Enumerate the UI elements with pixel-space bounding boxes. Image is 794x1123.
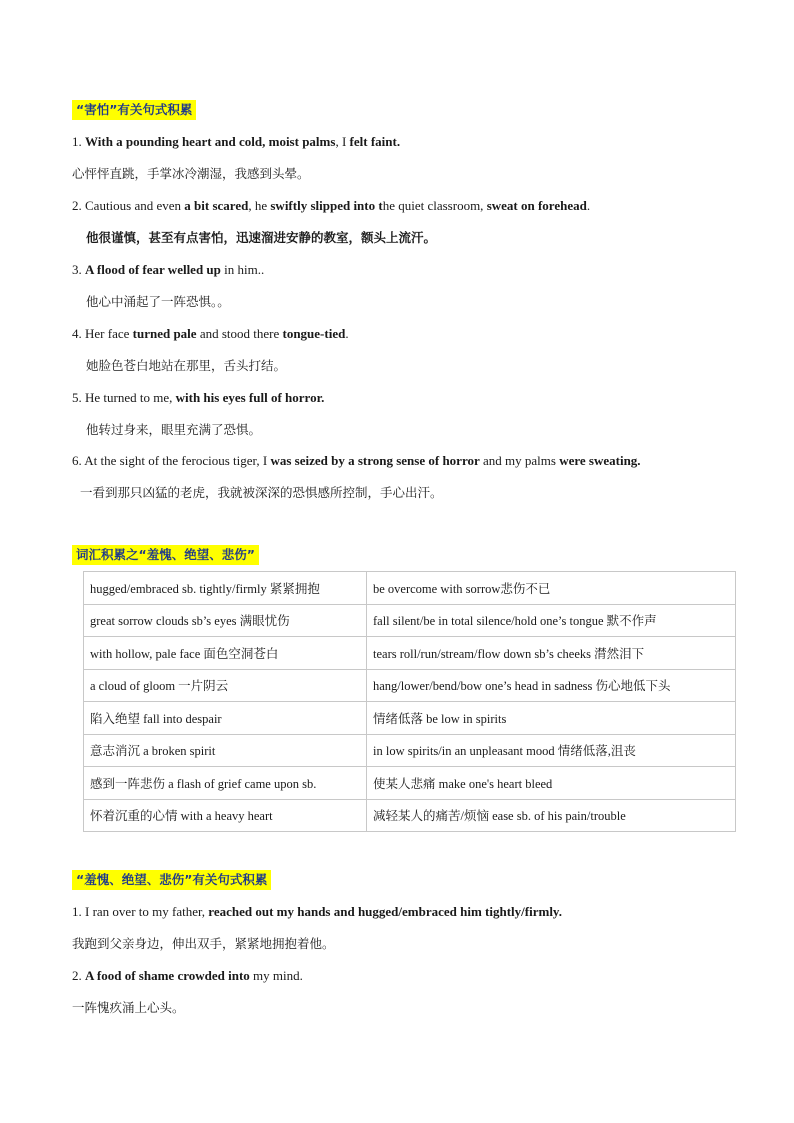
vocab-table <box>83 571 736 832</box>
sentence-zh-2: 他很谨慎，甚至有点害怕，迅速溜进安静的教室，额头上流汗。 <box>86 230 437 245</box>
vocab-cell: 意志消沉 a broken spirit <box>84 734 367 767</box>
vocab-cell: in low spirits/in an unpleasant mood 情绪低落,沮丧 <box>367 734 736 767</box>
vocab-cell: 感到一阵悲伤 a flash of grief came upon sb. <box>84 767 367 800</box>
sentence-en-4: 4. Her face turned pale and stood there tongue-tied. <box>72 326 349 341</box>
vocab-cell: hang/lower/bend/bow one’s head in sadness 伤心地低下头 <box>367 669 736 702</box>
vocab-cell: be overcome with sorrow悲伤不已 <box>367 572 736 605</box>
table-row <box>84 702 736 735</box>
sentence-en-6: 6. At the sight of the ferocious tiger, I was seized by a strong sense of horror and my palms were sweating. <box>72 453 641 468</box>
vocab-cell: a cloud of gloom 一片阴云 <box>84 669 367 702</box>
vocab-cell: with hollow, pale face 面色空洞苍白 <box>84 637 367 670</box>
table-row <box>84 767 736 800</box>
vocab-cell: 陷入绝望 fall into despair <box>84 702 367 735</box>
sentence-en-5: 5. He turned to me, with his eyes full of horror. <box>72 390 325 405</box>
sentence-zh-6: 一看到那只凶猛的老虎，我就被深深的恐惧感所控制，手心出汗。 <box>80 485 443 500</box>
sentence-zh-8: 一阵愧疚涌上心头。 <box>72 1000 185 1015</box>
sentence-en-7: 1. I ran over to my father, reached out my hands and hugged/embraced him tightly/firmly. <box>72 904 562 919</box>
sentence-en-3: 3. A flood of fear welled up in him.. <box>72 262 265 277</box>
vocab-cell: 情绪低落 be low in spirits <box>367 702 736 735</box>
table-row <box>84 669 736 702</box>
table-row <box>84 637 736 670</box>
section-heading-shame: “羞愧、绝望、悲伤”有关句式积累 <box>72 870 271 890</box>
sentence-zh-5: 他转过身来，眼里充满了恐惧。 <box>86 422 262 437</box>
vocab-cell: fall silent/be in total silence/hold one’s tongue 默不作声 <box>367 604 736 637</box>
vocab-cell: 怀着沉重的心情 with a heavy heart <box>84 799 367 832</box>
sentence-en-8: 2. A food of shame crowded into my mind. <box>72 968 303 983</box>
vocab-cell: great sorrow clouds sb’s eyes 满眼忧伤 <box>84 604 367 637</box>
sentence-en-2: 2. Cautious and even a bit scared, he swiftly slipped into the quiet classroom, sweat on forehead. <box>72 198 591 213</box>
sentence-zh-4: 她脸色苍白地站在那里，舌头打结。 <box>86 358 287 373</box>
table-row <box>84 799 736 832</box>
vocab-cell: 减轻某人的痛苦/烦恼 ease sb. of his pain/trouble <box>367 799 736 832</box>
sentence-zh-7: 我跑到父亲身边，伸出双手，紧紧地拥抱着他。 <box>72 936 335 951</box>
table-row <box>84 604 736 637</box>
section-heading-fear: “害怕”有关句式积累 <box>72 100 196 120</box>
table-row <box>84 734 736 767</box>
sentence-en-1: 1. With a pounding heart and cold, moist palms, I felt faint. <box>72 134 401 149</box>
section-heading-vocab: 词汇积累之“羞愧、绝望、悲伤” <box>72 545 259 565</box>
table-row <box>84 572 736 605</box>
vocab-cell: 使某人悲痛 make one's heart bleed <box>367 767 736 800</box>
vocab-cell: tears roll/run/stream/flow down sb’s cheeks 潸然泪下 <box>367 637 736 670</box>
sentence-zh-1: 心怦怦直跳，手掌冰冷潮湿，我感到头晕。 <box>72 166 310 181</box>
sentence-zh-3: 他心中涌起了一阵恐惧。。 <box>86 294 230 309</box>
vocab-cell: hugged/embraced sb. tightly/firmly 紧紧拥抱 <box>84 572 367 605</box>
